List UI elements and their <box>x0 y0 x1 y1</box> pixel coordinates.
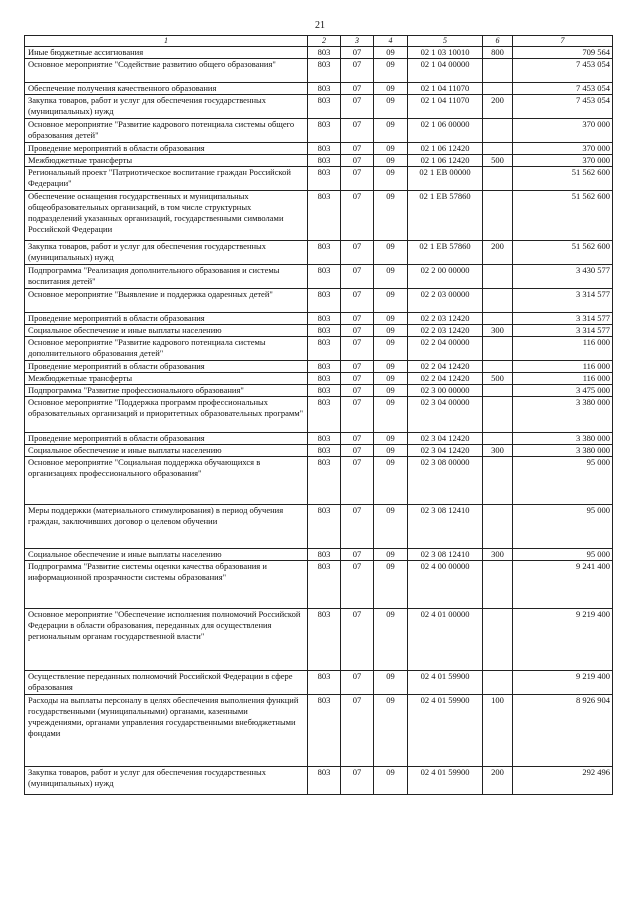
cell-amount: 3 380 000 <box>513 433 613 445</box>
cell-expense-type <box>483 337 513 361</box>
cell-expense-type: 200 <box>483 241 513 265</box>
cell-target-article: 02 3 08 12410 <box>408 549 483 561</box>
cell-section: 07 <box>341 59 374 83</box>
cell-ministry: 803 <box>308 265 341 289</box>
cell-section: 07 <box>341 549 374 561</box>
cell-subsection: 09 <box>374 337 408 361</box>
line-item-name: Проведение мероприятий в области образования <box>25 143 308 155</box>
table-row <box>25 325 613 337</box>
cell-expense-type <box>483 313 513 325</box>
cell-amount: 370 000 <box>513 155 613 167</box>
cell-ministry: 803 <box>308 445 341 457</box>
table-row <box>25 143 613 155</box>
table-row <box>25 241 613 265</box>
line-item-name: Основное мероприятие "Обеспечение исполнения полномочий Российской Федерации в области образования, переданных для осуществления региональным органам государственной власти" <box>25 609 308 671</box>
cell-section: 07 <box>341 361 374 373</box>
cell-ministry: 803 <box>308 167 341 191</box>
cell-section: 07 <box>341 313 374 325</box>
table-row <box>25 337 613 361</box>
cell-subsection: 09 <box>374 95 408 119</box>
cell-expense-type <box>483 671 513 695</box>
cell-target-article: 02 2 04 12420 <box>408 361 483 373</box>
cell-target-article: 02 1 04 11070 <box>408 95 483 119</box>
cell-target-article: 02 4 00 00000 <box>408 561 483 609</box>
cell-ministry: 803 <box>308 325 341 337</box>
cell-target-article: 02 2 04 12420 <box>408 373 483 385</box>
cell-section: 07 <box>341 609 374 671</box>
cell-subsection: 09 <box>374 59 408 83</box>
cell-subsection: 09 <box>374 561 408 609</box>
cell-expense-type: 100 <box>483 695 513 767</box>
line-item-name: Основное мероприятие "Социальная поддержка обучающихся в организациях профессионального образования" <box>25 457 308 505</box>
cell-expense-type: 200 <box>483 767 513 795</box>
cell-subsection: 09 <box>374 143 408 155</box>
cell-target-article: 02 1 ЕВ 57860 <box>408 191 483 241</box>
table-row <box>25 47 613 59</box>
cell-expense-type <box>483 143 513 155</box>
line-item-name: Межбюджетные трансферты <box>25 155 308 167</box>
table-row <box>25 561 613 609</box>
cell-amount: 3 430 577 <box>513 265 613 289</box>
cell-subsection: 09 <box>374 47 408 59</box>
cell-target-article: 02 2 03 12420 <box>408 313 483 325</box>
table-row <box>25 505 613 549</box>
cell-amount: 116 000 <box>513 361 613 373</box>
line-item-name: Проведение мероприятий в области образования <box>25 313 308 325</box>
cell-target-article: 02 1 ЕВ 57860 <box>408 241 483 265</box>
line-item-name: Основное мероприятие "Выявление и поддержка одаренных детей" <box>25 289 308 313</box>
cell-expense-type <box>483 265 513 289</box>
cell-subsection: 09 <box>374 289 408 313</box>
cell-subsection: 09 <box>374 695 408 767</box>
cell-ministry: 803 <box>308 397 341 433</box>
table-row <box>25 767 613 795</box>
cell-expense-type <box>483 397 513 433</box>
cell-ministry: 803 <box>308 95 341 119</box>
cell-ministry: 803 <box>308 47 341 59</box>
cell-target-article: 02 3 04 12420 <box>408 433 483 445</box>
cell-section: 07 <box>341 167 374 191</box>
column-header: 2 <box>308 36 341 47</box>
line-item-name: Основное мероприятие "Содействие развитию общего образования" <box>25 59 308 83</box>
cell-ministry: 803 <box>308 505 341 549</box>
cell-subsection: 09 <box>374 241 408 265</box>
cell-amount: 95 000 <box>513 549 613 561</box>
cell-target-article: 02 3 04 00000 <box>408 397 483 433</box>
cell-amount: 9 219 400 <box>513 609 613 671</box>
budget-table <box>24 35 613 795</box>
cell-section: 07 <box>341 119 374 143</box>
column-header: 4 <box>374 36 408 47</box>
cell-amount: 51 562 600 <box>513 191 613 241</box>
cell-ministry: 803 <box>308 561 341 609</box>
line-item-name: Закупка товаров, работ и услуг для обеспечения государственных (муниципальных) нужд <box>25 767 308 795</box>
cell-ministry: 803 <box>308 695 341 767</box>
table-row <box>25 83 613 95</box>
cell-section: 07 <box>341 47 374 59</box>
header-row <box>25 36 613 47</box>
table-row <box>25 191 613 241</box>
cell-target-article: 02 2 04 00000 <box>408 337 483 361</box>
cell-subsection: 09 <box>374 609 408 671</box>
table-row <box>25 671 613 695</box>
cell-ministry: 803 <box>308 361 341 373</box>
cell-section: 07 <box>341 457 374 505</box>
cell-expense-type <box>483 505 513 549</box>
table-row <box>25 433 613 445</box>
page-number: 21 <box>315 20 325 31</box>
line-item-name: Осуществление переданных полномочий Российской Федерации в сфере образования <box>25 671 308 695</box>
line-item-name: Основное мероприятие "Поддержка программ профессиональных образовательных организаций и приоритетных образовательных программ" <box>25 397 308 433</box>
line-item-name: Проведение мероприятий в области образования <box>25 361 308 373</box>
column-header: 6 <box>483 36 513 47</box>
line-item-name: Основное мероприятие "Развитие кадрового потенциала системы дополнительного образования детей" <box>25 337 308 361</box>
cell-subsection: 09 <box>374 549 408 561</box>
cell-amount: 9 219 400 <box>513 671 613 695</box>
line-item-name: Социальное обеспечение и иные выплаты населению <box>25 325 308 337</box>
cell-subsection: 09 <box>374 767 408 795</box>
cell-target-article: 02 2 00 00000 <box>408 265 483 289</box>
cell-target-article: 02 1 ЕВ 00000 <box>408 167 483 191</box>
column-header: 7 <box>513 36 613 47</box>
line-item-name: Иные бюджетные ассигнования <box>25 47 308 59</box>
cell-section: 07 <box>341 385 374 397</box>
table-row <box>25 95 613 119</box>
table-row <box>25 265 613 289</box>
cell-section: 07 <box>341 265 374 289</box>
cell-subsection: 09 <box>374 167 408 191</box>
cell-expense-type <box>483 59 513 83</box>
cell-amount: 370 000 <box>513 143 613 155</box>
cell-amount: 3 380 000 <box>513 397 613 433</box>
cell-amount: 8 926 904 <box>513 695 613 767</box>
cell-section: 07 <box>341 561 374 609</box>
cell-ministry: 803 <box>308 609 341 671</box>
cell-section: 07 <box>341 433 374 445</box>
cell-subsection: 09 <box>374 457 408 505</box>
cell-amount: 3 314 577 <box>513 313 613 325</box>
cell-section: 07 <box>341 241 374 265</box>
cell-subsection: 09 <box>374 325 408 337</box>
cell-ministry: 803 <box>308 457 341 505</box>
cell-subsection: 09 <box>374 313 408 325</box>
cell-section: 07 <box>341 767 374 795</box>
table-row <box>25 155 613 167</box>
cell-expense-type <box>483 119 513 143</box>
cell-subsection: 09 <box>374 671 408 695</box>
line-item-name: Межбюджетные трансферты <box>25 373 308 385</box>
cell-section: 07 <box>341 155 374 167</box>
line-item-name: Подпрограмма "Реализация дополнительного образования и системы воспитания детей" <box>25 265 308 289</box>
cell-amount: 51 562 600 <box>513 167 613 191</box>
cell-section: 07 <box>341 289 374 313</box>
cell-section: 07 <box>341 505 374 549</box>
cell-subsection: 09 <box>374 119 408 143</box>
cell-ministry: 803 <box>308 119 341 143</box>
column-header: 1 <box>25 36 308 47</box>
line-item-name: Социальное обеспечение и иные выплаты населению <box>25 445 308 457</box>
cell-ministry: 803 <box>308 143 341 155</box>
cell-subsection: 09 <box>374 397 408 433</box>
cell-section: 07 <box>341 445 374 457</box>
cell-ministry: 803 <box>308 191 341 241</box>
cell-subsection: 09 <box>374 373 408 385</box>
cell-expense-type: 300 <box>483 325 513 337</box>
cell-expense-type <box>483 361 513 373</box>
line-item-name: Закупка товаров, работ и услуг для обеспечения государственных (муниципальных) нужд <box>25 241 308 265</box>
cell-ministry: 803 <box>308 313 341 325</box>
table-row <box>25 373 613 385</box>
cell-ministry: 803 <box>308 549 341 561</box>
cell-amount: 7 453 054 <box>513 83 613 95</box>
cell-subsection: 09 <box>374 385 408 397</box>
cell-expense-type <box>483 433 513 445</box>
cell-section: 07 <box>341 191 374 241</box>
cell-target-article: 02 1 04 00000 <box>408 59 483 83</box>
cell-ministry: 803 <box>308 289 341 313</box>
cell-ministry: 803 <box>308 59 341 83</box>
cell-target-article: 02 1 06 12420 <box>408 143 483 155</box>
cell-subsection: 09 <box>374 83 408 95</box>
cell-expense-type <box>483 83 513 95</box>
cell-section: 07 <box>341 695 374 767</box>
cell-subsection: 09 <box>374 505 408 549</box>
line-item-name: Региональный проект "Патриотическое воспитание граждан Российской Федерации" <box>25 167 308 191</box>
cell-subsection: 09 <box>374 361 408 373</box>
cell-section: 07 <box>341 397 374 433</box>
cell-amount: 3 475 000 <box>513 385 613 397</box>
table-row <box>25 549 613 561</box>
cell-amount: 116 000 <box>513 373 613 385</box>
table-row <box>25 313 613 325</box>
cell-ministry: 803 <box>308 433 341 445</box>
cell-amount: 95 000 <box>513 457 613 505</box>
cell-amount: 3 380 000 <box>513 445 613 457</box>
table-row <box>25 445 613 457</box>
cell-section: 07 <box>341 83 374 95</box>
table-row <box>25 167 613 191</box>
cell-amount: 292 496 <box>513 767 613 795</box>
line-item-name: Расходы на выплаты персоналу в целях обеспечения выполнения функций государственными (муниципальными) органами, казенными учреждениями, органами управления государственными внебюджетными фондами <box>25 695 308 767</box>
cell-expense-type: 500 <box>483 373 513 385</box>
cell-amount: 7 453 054 <box>513 95 613 119</box>
cell-expense-type <box>483 167 513 191</box>
cell-ministry: 803 <box>308 767 341 795</box>
cell-expense-type <box>483 385 513 397</box>
cell-target-article: 02 4 01 59900 <box>408 671 483 695</box>
table-row <box>25 59 613 83</box>
cell-amount: 51 562 600 <box>513 241 613 265</box>
table-row <box>25 457 613 505</box>
cell-subsection: 09 <box>374 445 408 457</box>
cell-amount: 370 000 <box>513 119 613 143</box>
line-item-name: Подпрограмма "Развитие профессионального образования" <box>25 385 308 397</box>
cell-target-article: 02 3 04 12420 <box>408 445 483 457</box>
cell-subsection: 09 <box>374 155 408 167</box>
cell-expense-type <box>483 609 513 671</box>
line-item-name: Проведение мероприятий в области образования <box>25 433 308 445</box>
cell-expense-type: 300 <box>483 445 513 457</box>
cell-ministry: 803 <box>308 385 341 397</box>
table-row <box>25 361 613 373</box>
table-row <box>25 397 613 433</box>
cell-target-article: 02 1 06 12420 <box>408 155 483 167</box>
cell-expense-type <box>483 289 513 313</box>
cell-target-article: 02 1 06 00000 <box>408 119 483 143</box>
cell-expense-type: 800 <box>483 47 513 59</box>
cell-target-article: 02 1 04 11070 <box>408 83 483 95</box>
cell-target-article: 02 1 03 10010 <box>408 47 483 59</box>
line-item-name: Обеспечение оснащения государственных и муниципальных общеобразовательных организаций, в том числе структурных подразделений указанных организаций, государственными символами Российской Федерации <box>25 191 308 241</box>
cell-expense-type: 200 <box>483 95 513 119</box>
table-row <box>25 385 613 397</box>
cell-target-article: 02 3 00 00000 <box>408 385 483 397</box>
table-row <box>25 289 613 313</box>
cell-amount: 9 241 400 <box>513 561 613 609</box>
cell-expense-type: 300 <box>483 549 513 561</box>
line-item-name: Социальное обеспечение и иные выплаты населению <box>25 549 308 561</box>
cell-amount: 7 453 054 <box>513 59 613 83</box>
cell-ministry: 803 <box>308 83 341 95</box>
cell-expense-type <box>483 457 513 505</box>
cell-ministry: 803 <box>308 671 341 695</box>
cell-subsection: 09 <box>374 191 408 241</box>
cell-target-article: 02 3 08 00000 <box>408 457 483 505</box>
table-row <box>25 119 613 143</box>
line-item-name: Обеспечение получения качественного образования <box>25 83 308 95</box>
cell-section: 07 <box>341 337 374 361</box>
cell-amount: 709 564 <box>513 47 613 59</box>
cell-section: 07 <box>341 143 374 155</box>
line-item-name: Меры поддержки (материального стимулирования) в период обучения граждан, заключивших договор о целевом обучении <box>25 505 308 549</box>
column-header: 5 <box>408 36 483 47</box>
cell-amount: 3 314 577 <box>513 289 613 313</box>
cell-target-article: 02 4 01 59900 <box>408 695 483 767</box>
table-row <box>25 695 613 767</box>
cell-expense-type <box>483 561 513 609</box>
cell-ministry: 803 <box>308 373 341 385</box>
cell-subsection: 09 <box>374 433 408 445</box>
cell-target-article: 02 2 03 12420 <box>408 325 483 337</box>
cell-section: 07 <box>341 373 374 385</box>
cell-amount: 95 000 <box>513 505 613 549</box>
cell-expense-type: 500 <box>483 155 513 167</box>
cell-target-article: 02 4 01 59900 <box>408 767 483 795</box>
cell-ministry: 803 <box>308 241 341 265</box>
line-item-name: Закупка товаров, работ и услуг для обеспечения государственных (муниципальных) нужд <box>25 95 308 119</box>
column-header: 3 <box>341 36 374 47</box>
cell-section: 07 <box>341 325 374 337</box>
cell-expense-type <box>483 191 513 241</box>
cell-target-article: 02 2 03 00000 <box>408 289 483 313</box>
line-item-name: Основное мероприятие "Развитие кадрового потенциала системы общего образования детей" <box>25 119 308 143</box>
cell-amount: 116 000 <box>513 337 613 361</box>
cell-section: 07 <box>341 671 374 695</box>
cell-target-article: 02 4 01 00000 <box>408 609 483 671</box>
table-row <box>25 609 613 671</box>
line-item-name: Подпрограмма "Развитие системы оценки качества образования и информационной прозрачности системы образования" <box>25 561 308 609</box>
cell-ministry: 803 <box>308 337 341 361</box>
cell-ministry: 803 <box>308 155 341 167</box>
cell-target-article: 02 3 08 12410 <box>408 505 483 549</box>
cell-amount: 3 314 577 <box>513 325 613 337</box>
cell-subsection: 09 <box>374 265 408 289</box>
cell-section: 07 <box>341 95 374 119</box>
